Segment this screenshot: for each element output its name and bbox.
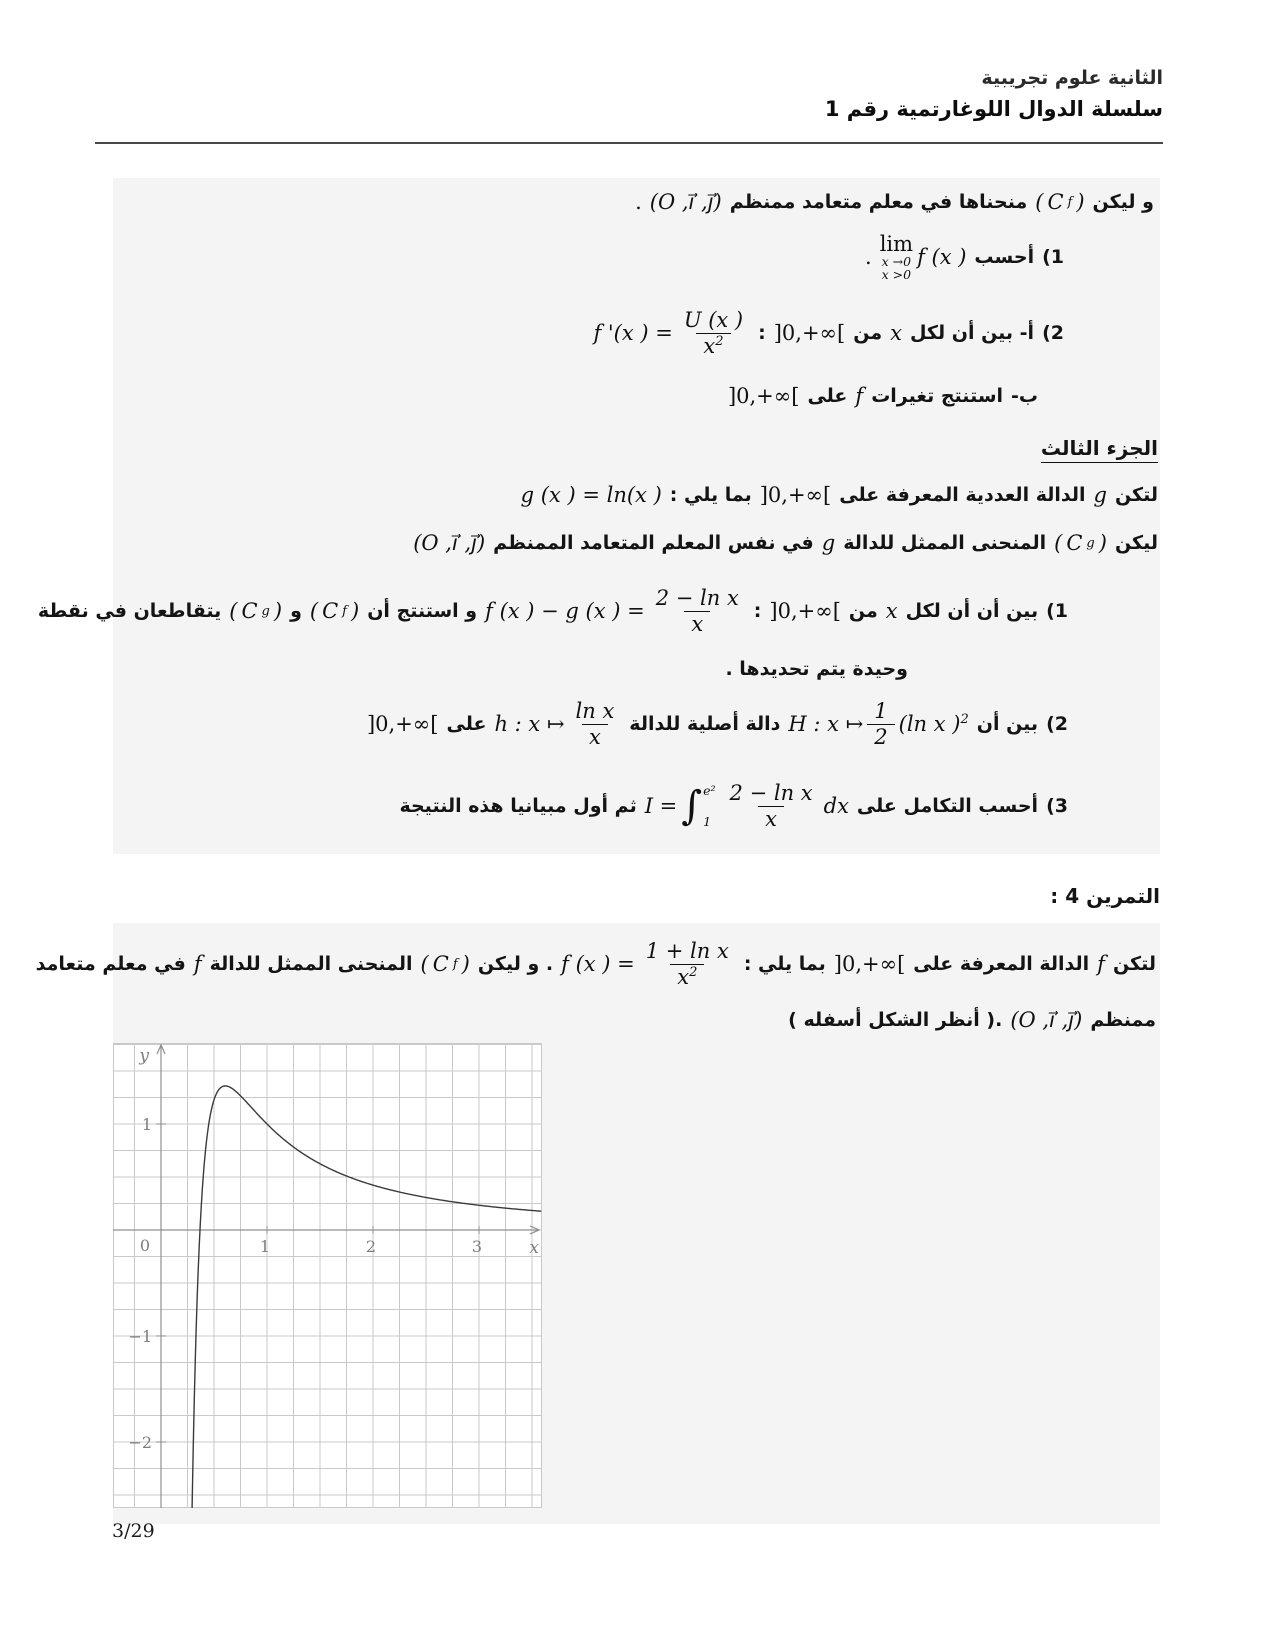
derivative-formula — [593, 308, 750, 357]
q1-number: 1) — [1046, 600, 1068, 622]
g-var: g — [821, 531, 836, 555]
paren-open: ( — [1035, 190, 1044, 214]
lnx-squared — [899, 712, 969, 736]
fraction-den — [670, 964, 704, 989]
part3-cg-line — [113, 518, 1160, 568]
svg-text:x: x — [529, 1237, 539, 1258]
half-fraction — [867, 699, 894, 748]
q1-text1: بين أن أن لكل — [905, 600, 1039, 622]
cg-post: في نفس المعلم المتعامد الممنظم — [493, 532, 814, 554]
cf-letter: C — [322, 599, 339, 623]
function-graph — [113, 1043, 542, 1508]
g-pre: لتكن — [1114, 484, 1158, 506]
intro-line — [113, 182, 1160, 222]
lim-stack — [880, 233, 913, 281]
q3-text1: أحسب التكامل على — [856, 795, 1039, 817]
f-var: f — [1097, 952, 1105, 976]
frame-text: (O ,i⃗ ,j⃗) — [649, 190, 722, 214]
lower-bound: 1 — [703, 814, 712, 829]
g-var: g — [1093, 483, 1107, 507]
colon: : — [758, 322, 766, 344]
q2-text2: دالة أصلية للدالة — [629, 713, 781, 735]
header-rule — [95, 142, 1163, 144]
l2-pre: ممنظم — [1090, 1009, 1156, 1031]
part3-q3-line — [113, 764, 1160, 848]
svg-text:1: 1 — [259, 1236, 271, 1256]
q2-number: 2) — [1046, 713, 1068, 735]
svg-text:y: y — [139, 1046, 150, 1066]
part2-q2a-line — [113, 292, 1160, 374]
limit-formula — [880, 233, 967, 281]
integral-lhs: I = — [644, 794, 678, 818]
den-base: x — [677, 964, 690, 989]
header-series-title: سلسلة الدوال اللوغارتمية رقم 1 — [824, 97, 1163, 122]
period: . — [865, 245, 872, 269]
h-fraction — [569, 699, 622, 748]
q3-number: 3) — [1046, 795, 1068, 817]
fraction — [639, 939, 736, 988]
dx-term: dx — [823, 794, 849, 818]
frame-symbol — [1010, 1008, 1082, 1032]
cf-letter: C — [432, 952, 449, 976]
svg-text:1: 1 — [141, 1114, 153, 1134]
frame-text: (O ,i⃗ ,j⃗) — [413, 531, 486, 555]
lim-cond1: x →0 — [881, 253, 912, 269]
lim-cond2: x >0 — [881, 267, 912, 283]
interval — [834, 952, 906, 976]
paren-open: ( — [309, 599, 319, 623]
integral-formula — [645, 781, 849, 830]
fraction-den: x — [684, 611, 710, 636]
f-var: f — [855, 384, 864, 408]
cg-mid: المنحنى الممثل للدالة — [843, 532, 1047, 554]
svg-text:−1: −1 — [128, 1326, 153, 1346]
fraction-den — [696, 333, 730, 358]
part3-heading: الجزء الثالث — [1041, 436, 1158, 463]
l1-text5: في معلم متعامد — [35, 953, 186, 975]
svg-text:−2: −2 — [128, 1432, 153, 1452]
paren-close: ) — [350, 599, 360, 623]
h-map: h : x ↦ — [494, 712, 565, 736]
interval-text: ]0,+∞[ — [833, 952, 906, 976]
h-formula — [494, 699, 621, 748]
frame-symbol — [650, 190, 722, 214]
fraction — [677, 308, 750, 357]
exercise4-panel — [35, 923, 1160, 1524]
q2a-text2: من — [853, 322, 883, 344]
fraction-num: 1 + ln x — [645, 939, 729, 964]
lnx-term: (ln x ) — [898, 712, 961, 736]
difference-lhs: f (x ) − g (x ) = — [485, 599, 645, 623]
den-exponent: 2 — [715, 333, 724, 349]
interval-text: ]0,+∞[ — [759, 483, 832, 507]
cf-subscript: f — [452, 956, 458, 972]
difference-formula — [485, 586, 746, 635]
H-map: H : x ↦ — [788, 712, 864, 736]
half-num: 1 — [874, 699, 888, 724]
paren-close: ) — [1076, 190, 1085, 214]
frame-symbol — [413, 531, 485, 555]
q2-text3: على — [446, 713, 487, 735]
part3-g-line — [113, 472, 1160, 518]
q1-verb: أحسب — [974, 246, 1035, 268]
x-var: x — [890, 321, 902, 345]
cg-letter: C — [1066, 531, 1083, 555]
interval-text: ]0,+∞[ — [727, 384, 800, 408]
paren-close: ) — [1098, 531, 1107, 555]
q1-text5: يتقاطعان في نقطة — [37, 600, 222, 622]
integrand-fraction — [723, 781, 820, 830]
q1-text2: من — [848, 600, 878, 622]
q2b-label: ب- — [1011, 385, 1038, 407]
paren-close: ) — [461, 952, 470, 976]
integral-bounds — [703, 783, 715, 829]
interval — [769, 599, 841, 623]
cf-symbol — [421, 952, 470, 976]
interval — [760, 483, 832, 507]
interval-text: ]0,+∞[ — [769, 599, 841, 623]
part3-q2-line — [113, 684, 1160, 764]
paren-open: ( — [229, 599, 238, 623]
q1-text3: و استنتج أن — [367, 600, 478, 622]
intro-pre: و ليكن — [1092, 191, 1154, 213]
integrand-den: x — [758, 806, 784, 831]
integral-sign — [681, 783, 718, 829]
part3-q1-line — [37, 568, 1160, 654]
exercise4-line2 — [113, 999, 1160, 1041]
fraction-num: 2 − ln x — [655, 586, 739, 611]
cg-symbol — [229, 599, 282, 623]
derivative-lhs: f '(x ) = — [593, 321, 673, 345]
header-class-line: الثانية علوم تجريبية — [981, 67, 1163, 89]
exercise4-line1 — [35, 929, 1160, 999]
cg-pre: ليكن — [1114, 532, 1158, 554]
q1-text4: و — [290, 600, 302, 622]
q1-number: 1) — [1042, 246, 1064, 268]
q2-text1: بين أن — [976, 713, 1039, 735]
intro-post: منحناها في معلم متعامد ممنظم — [729, 191, 1028, 213]
interval — [367, 712, 439, 736]
f-lhs: f (x ) = — [561, 952, 635, 976]
half-den: 2 — [867, 724, 894, 749]
g-formula-text: g (x ) = ln(x ) — [520, 483, 662, 507]
q2b-text2: على — [807, 385, 848, 407]
g-post: بما يلي : — [669, 484, 752, 506]
svg-text:2: 2 — [365, 1236, 377, 1256]
function-graph-container — [113, 1043, 542, 1512]
cf-subscript: f — [342, 603, 347, 619]
period: . — [635, 190, 642, 214]
part2-part3-panel — [37, 178, 1160, 854]
colon: : — [753, 600, 762, 622]
H-formula — [788, 699, 968, 748]
g-formula — [521, 483, 662, 507]
interval-text: ]0,+∞[ — [366, 712, 439, 736]
cf-subscript: f — [1067, 194, 1073, 210]
q2b-text1: استنتج تغيرات — [871, 385, 1004, 407]
exercise4-heading: التمرين 4 : — [1050, 884, 1160, 908]
l1-text3: . و ليكن — [477, 953, 554, 975]
den-exponent: 2 — [689, 964, 698, 980]
f-definition-formula — [561, 939, 736, 988]
q1-continuation-text: وحيدة يتم تحديدها . — [725, 658, 908, 680]
cg-letter: C — [241, 599, 258, 623]
q3-text2: ثم أول مبيانيا هذه النتيجة — [399, 795, 637, 817]
l1-text2: بما يلي : — [743, 953, 826, 975]
l1-pre: لتكن — [1112, 953, 1156, 975]
cg-subscript: g — [1086, 535, 1095, 551]
cg-subscript: g — [261, 603, 270, 619]
interval-text: ]0,+∞[ — [773, 321, 846, 345]
q2-number: 2) — [1042, 322, 1064, 344]
svg-text:3: 3 — [471, 1236, 483, 1256]
part2-q1-line — [113, 222, 1160, 292]
interval — [774, 321, 846, 345]
g-mid: الدالة العددية المعرفة على — [839, 484, 1086, 506]
paren-close: ) — [273, 599, 283, 623]
cf-letter: C — [1047, 190, 1064, 214]
den-base: x — [703, 333, 716, 358]
page-header — [825, 64, 1163, 126]
integral-glyph: ∫ — [681, 783, 703, 829]
fraction-num: U (x ) — [683, 308, 744, 333]
x-var: x — [885, 599, 898, 623]
svg-text:0: 0 — [139, 1235, 151, 1255]
f-var2: f — [193, 952, 202, 976]
l1-text4: المنحنى الممثل للدالة — [209, 953, 413, 975]
q2a-text1: أ- بين أن لكل — [909, 322, 1035, 344]
integrand-num: 2 − ln x — [729, 781, 813, 806]
paren-open: ( — [420, 952, 429, 976]
fraction — [649, 586, 746, 635]
page-number: 3/29 — [112, 1520, 155, 1542]
l1-text1: الدالة المعرفة على — [913, 953, 1090, 975]
upper-bound: e² — [703, 783, 716, 798]
cf-symbol — [310, 599, 359, 623]
paren-open: ( — [1054, 531, 1063, 555]
fx-term: f (x ) — [917, 244, 967, 269]
interval — [728, 384, 800, 408]
l2-note: .( أنظر الشكل أسفله ) — [788, 1009, 1003, 1031]
cg-symbol — [1054, 531, 1107, 555]
cf-symbol — [1035, 190, 1084, 214]
part3-q1-continuation — [113, 654, 1160, 684]
frame-text: (O ,i⃗ ,j⃗) — [1010, 1008, 1083, 1032]
h-fraction-den: x — [582, 724, 608, 749]
lnx-exponent: 2 — [960, 712, 969, 727]
part2-q2b-line — [113, 374, 1160, 418]
part3-heading-row — [113, 426, 1160, 472]
h-fraction-num: ln x — [575, 699, 615, 724]
lim-word: lim — [879, 231, 914, 256]
